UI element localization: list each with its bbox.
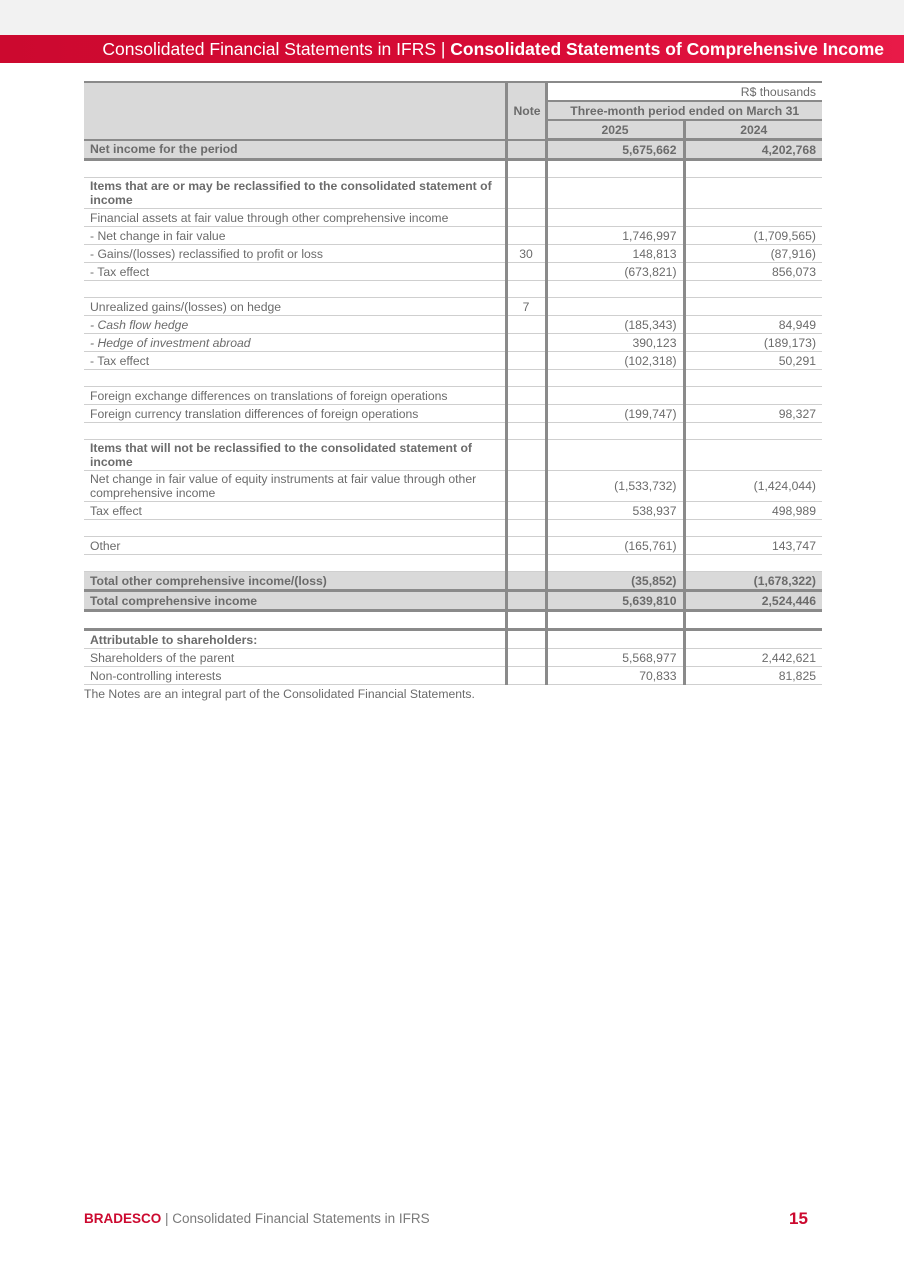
row-value-2025 [546, 209, 684, 227]
row-note [506, 649, 546, 667]
row-value-2025: (673,821) [546, 263, 684, 281]
row-label: Non-controlling interests [84, 667, 506, 685]
row-value-2024: (1,709,565) [684, 227, 822, 245]
row-value-2025 [546, 281, 684, 298]
row-label: Other [84, 537, 506, 555]
row-value-2025: 5,675,662 [546, 140, 684, 160]
footer-separator: | [161, 1211, 173, 1226]
row-label [84, 423, 506, 440]
top-strip [0, 0, 904, 35]
row-label [84, 160, 506, 178]
row-label: - Tax effect [84, 352, 506, 370]
row-value-2024: 81,825 [684, 667, 822, 685]
row-note [506, 209, 546, 227]
row-note [506, 387, 546, 405]
table-row [84, 281, 822, 298]
row-note [506, 140, 546, 160]
comprehensive-income-table [84, 81, 822, 685]
row-value-2024: 2,442,621 [684, 649, 822, 667]
row-value-2024 [684, 387, 822, 405]
page-footer [84, 1211, 430, 1226]
row-value-2024: 2,524,446 [684, 591, 822, 611]
row-value-2025 [546, 630, 684, 649]
row-note [506, 611, 546, 630]
row-label: Shareholders of the parent [84, 649, 506, 667]
header-separator: | [436, 39, 451, 59]
table-row [84, 298, 822, 316]
row-value-2025: 148,813 [546, 245, 684, 263]
row-value-2024: (1,424,044) [684, 471, 822, 502]
row-value-2024: 143,747 [684, 537, 822, 555]
row-note [506, 281, 546, 298]
row-value-2025 [546, 298, 684, 316]
row-value-2024 [684, 281, 822, 298]
row-value-2025: 5,568,977 [546, 649, 684, 667]
row-label: Items that will not be reclassified to the consolidated statement of income [84, 440, 506, 471]
table-row [84, 209, 822, 227]
row-value-2025: 70,833 [546, 667, 684, 685]
row-value-2024: (1,678,322) [684, 572, 822, 591]
table-row [84, 537, 822, 555]
row-value-2025: (102,318) [546, 352, 684, 370]
row-value-2024 [684, 370, 822, 387]
note-column-header: Note [506, 82, 546, 140]
row-value-2025 [546, 387, 684, 405]
table-row [84, 352, 822, 370]
row-value-2024 [684, 520, 822, 537]
row-value-2025: (199,747) [546, 405, 684, 423]
table-row [84, 502, 822, 520]
table-row [84, 387, 822, 405]
row-label: - Gains/(losses) reclassified to profit or loss [84, 245, 506, 263]
row-label [84, 281, 506, 298]
page-header-banner [0, 35, 904, 63]
table-row [84, 440, 822, 471]
row-label [84, 611, 506, 630]
row-label: Net change in fair value of equity instruments at fair value through other comprehensive income [84, 471, 506, 502]
row-value-2024 [684, 423, 822, 440]
header-title: Consolidated Statements of Comprehensive Income [450, 39, 884, 59]
row-note [506, 227, 546, 245]
row-value-2025: (1,533,732) [546, 471, 684, 502]
row-value-2024: 84,949 [684, 316, 822, 334]
row-label: Total other comprehensive income/(loss) [84, 572, 506, 591]
row-label: Net income for the period [84, 140, 506, 160]
row-value-2024 [684, 178, 822, 209]
row-label: - Cash flow hedge [84, 316, 506, 334]
table-row [84, 572, 822, 591]
period-header: Three-month period ended on March 31 [546, 101, 822, 120]
row-note [506, 405, 546, 423]
table-row [84, 611, 822, 630]
row-value-2025 [546, 423, 684, 440]
row-note [506, 316, 546, 334]
row-value-2024 [684, 209, 822, 227]
row-label: - Hedge of investment abroad [84, 334, 506, 352]
table-row [84, 140, 822, 160]
unit-label: R$ thousands [546, 82, 822, 101]
row-note: 7 [506, 298, 546, 316]
row-note [506, 352, 546, 370]
table-row [84, 160, 822, 178]
table-row [84, 370, 822, 387]
row-value-2025 [546, 178, 684, 209]
row-value-2024 [684, 298, 822, 316]
year-2024-header: 2024 [684, 120, 822, 140]
table-row [84, 423, 822, 440]
table-row [84, 591, 822, 611]
table-row [84, 263, 822, 281]
row-note [506, 537, 546, 555]
row-value-2024 [684, 630, 822, 649]
row-value-2024: 50,291 [684, 352, 822, 370]
row-value-2024: 498,989 [684, 502, 822, 520]
row-label: Financial assets at fair value through other comprehensive income [84, 209, 506, 227]
table-row [84, 227, 822, 245]
row-label: Tax effect [84, 502, 506, 520]
table-row [84, 334, 822, 352]
row-value-2024: 856,073 [684, 263, 822, 281]
row-value-2025 [546, 370, 684, 387]
row-value-2025 [546, 555, 684, 572]
row-value-2025 [546, 440, 684, 471]
year-2025-header: 2025 [546, 120, 684, 140]
table-footnote: The Notes are an integral part of the Consolidated Financial Statements. [84, 687, 475, 701]
header-label-cell [84, 82, 506, 140]
table-row [84, 245, 822, 263]
table-header-row-unit [84, 82, 822, 101]
row-note [506, 160, 546, 178]
row-note [506, 471, 546, 502]
row-value-2025: 5,639,810 [546, 591, 684, 611]
row-label: Attributable to shareholders: [84, 630, 506, 649]
row-value-2024: 4,202,768 [684, 140, 822, 160]
row-value-2025: 1,746,997 [546, 227, 684, 245]
row-value-2024: (87,916) [684, 245, 822, 263]
row-note [506, 440, 546, 471]
row-value-2025: (35,852) [546, 572, 684, 591]
row-value-2025 [546, 160, 684, 178]
row-note [506, 423, 546, 440]
table-row [84, 630, 822, 649]
table-row [84, 667, 822, 685]
page-number: 15 [789, 1209, 808, 1228]
row-label [84, 520, 506, 537]
row-note [506, 520, 546, 537]
footer-brand: BRADESCO [84, 1211, 162, 1226]
table-row [84, 405, 822, 423]
row-value-2025: 538,937 [546, 502, 684, 520]
row-label [84, 555, 506, 572]
table-body [84, 140, 822, 685]
table-row [84, 520, 822, 537]
row-value-2024 [684, 611, 822, 630]
row-note [506, 370, 546, 387]
row-value-2024: (189,173) [684, 334, 822, 352]
row-note [506, 334, 546, 352]
row-label: - Net change in fair value [84, 227, 506, 245]
row-value-2024 [684, 440, 822, 471]
row-note [506, 555, 546, 572]
table-row [84, 178, 822, 209]
row-value-2024: 98,327 [684, 405, 822, 423]
table-row [84, 649, 822, 667]
row-label [84, 370, 506, 387]
row-value-2024 [684, 555, 822, 572]
row-label: - Tax effect [84, 263, 506, 281]
row-label: Items that are or may be reclassified to the consolidated statement of income [84, 178, 506, 209]
row-value-2025: (185,343) [546, 316, 684, 334]
footer-text: Consolidated Financial Statements in IFRS [172, 1211, 430, 1226]
row-note [506, 502, 546, 520]
row-value-2024 [684, 160, 822, 178]
row-note [506, 591, 546, 611]
row-value-2025: 390,123 [546, 334, 684, 352]
row-note [506, 263, 546, 281]
row-note [506, 572, 546, 591]
row-value-2025 [546, 520, 684, 537]
table-row [84, 471, 822, 502]
row-value-2025 [546, 611, 684, 630]
row-note: 30 [506, 245, 546, 263]
row-label: Foreign currency translation differences of foreign operations [84, 405, 506, 423]
table-row [84, 555, 822, 572]
row-note [506, 178, 546, 209]
row-note [506, 667, 546, 685]
row-note [506, 630, 546, 649]
row-value-2025: (165,761) [546, 537, 684, 555]
row-label: Total comprehensive income [84, 591, 506, 611]
row-label: Foreign exchange differences on translations of foreign operations [84, 387, 506, 405]
row-label: Unrealized gains/(losses) on hedge [84, 298, 506, 316]
statement-container [84, 81, 822, 701]
table-row [84, 316, 822, 334]
header-section: Consolidated Financial Statements in IFRS [102, 39, 437, 59]
